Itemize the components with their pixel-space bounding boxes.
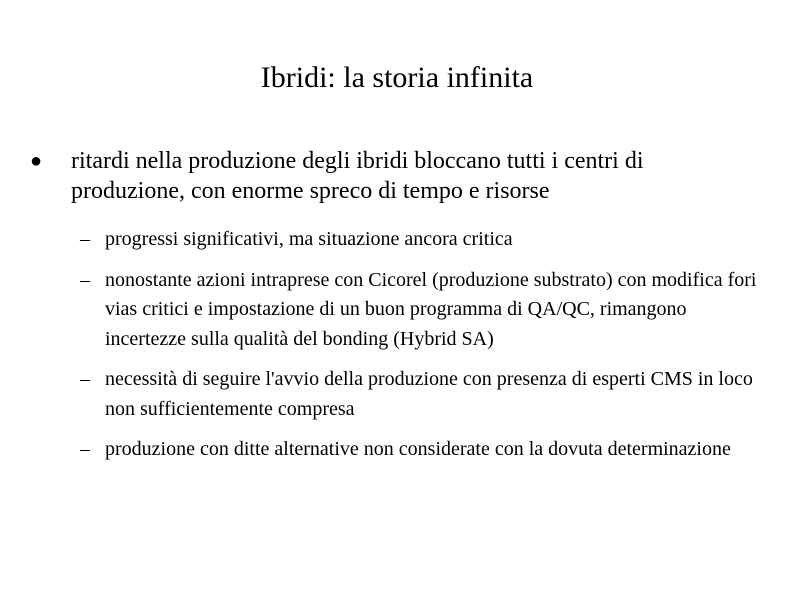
main-bullet [30, 146, 760, 206]
dash-marker: – [80, 228, 90, 250]
dash-marker: – [80, 438, 90, 460]
sub-bullet-list [80, 225, 770, 476]
dash-marker: – [80, 268, 90, 291]
sub-bullet [80, 435, 770, 465]
slide-title: Ibridi: la storia infinita [260, 61, 534, 94]
dash-marker: – [80, 368, 90, 390]
sub-bullet [80, 365, 770, 424]
sub-bullet-text: progressi significativi, ma situazione ancora critica [105, 228, 513, 250]
sub-bullet-text: nonostante azioni intraprese con Cicorel (produzione substrato) con modifica fori vias critici e impostazione di un buon programma di QA/QC, rimangono incertezze sulla qualità del bonding (Hybrid SA) [105, 268, 757, 350]
sub-bullet-text: produzione con ditte alternative non considerate con la dovuta determinazione [105, 438, 731, 460]
sub-bullet-text: necessità di seguire l'avvio della produzione con presenza di esperti CMS in loco non sufficientemente compresa [105, 368, 753, 420]
main-bullet-text: ritardi nella produzione degli ibridi bloccano tutti i centri di produzione, con enorme spreco di tempo e risorse [71, 148, 644, 204]
sub-bullet [80, 225, 770, 255]
sub-bullet [80, 266, 770, 355]
bullet-marker: ● [30, 150, 43, 172]
